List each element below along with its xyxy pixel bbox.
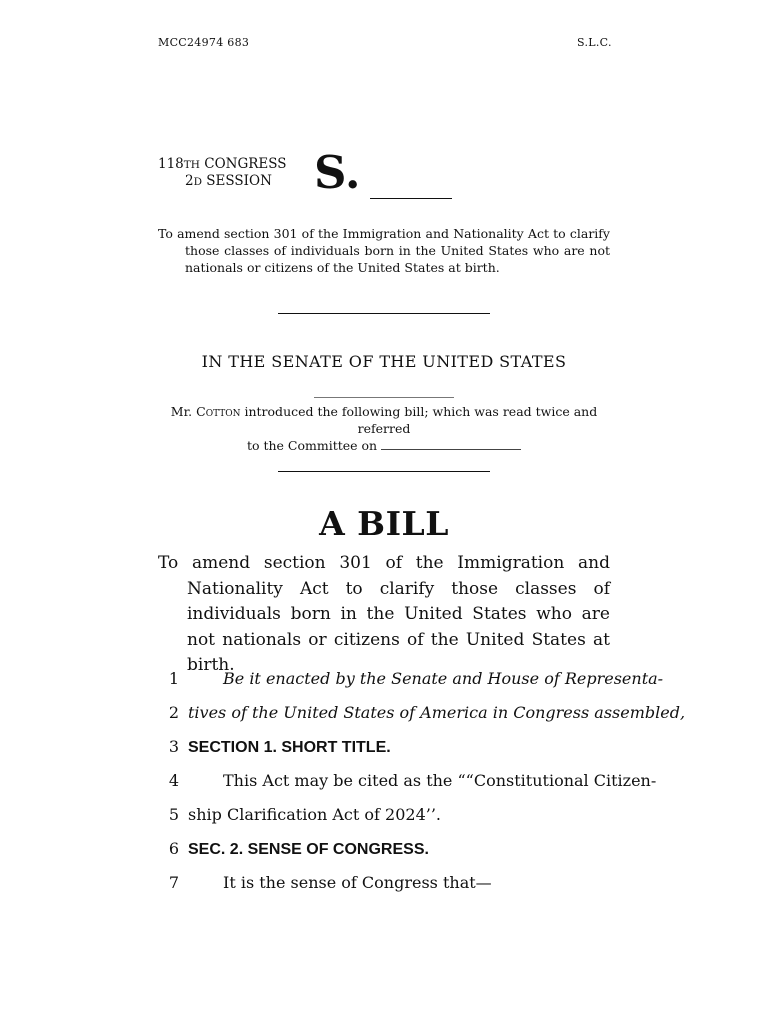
- congress-number: 118: [158, 156, 184, 172]
- a-bill-title: A BILL: [319, 504, 449, 543]
- bill-line: [0, 669, 768, 693]
- bill-number: S.: [314, 146, 361, 199]
- purpose-statement-small: To amend section 301 of the Immigration and Nationality Act to clarify those classes of individuals born in the United States who are not nationals or citizens of the United States at birth.: [158, 226, 610, 275]
- bill-line: [0, 771, 768, 795]
- committee-blank: [381, 439, 521, 450]
- line-number: 1: [168, 669, 179, 688]
- bill-line: [0, 839, 768, 863]
- section-heading: SEC. 2. SENSE OF CONGRESS.: [188, 841, 429, 858]
- bill-line: [0, 737, 768, 761]
- line-number: 6: [168, 839, 179, 858]
- introduction-statement: [158, 403, 610, 454]
- purpose-statement: To amend section 301 of the Immigration and Nationality Act to clarify those classes of individuals born in the United States who are not nationals or citizens of the United States at birth.: [158, 553, 610, 675]
- bill-number-blank: [370, 198, 452, 199]
- divider-rule: [278, 471, 490, 472]
- bill-text: This Act may be cited as the ““Constitutional Citizen-: [223, 771, 657, 790]
- bill-text: ship Clarification Act of 2024’’.: [188, 805, 442, 824]
- line-number: 7: [168, 873, 179, 892]
- slc-label: S.L.C.: [577, 36, 612, 49]
- bill-line: [0, 873, 768, 897]
- line-number: 2: [168, 703, 179, 722]
- section-heading: SECTION 1. SHORT TITLE.: [188, 739, 391, 756]
- session-line: [158, 173, 287, 190]
- congress-session-block: [158, 156, 287, 190]
- session-number: 2: [185, 173, 194, 189]
- bill-line: [0, 703, 768, 727]
- intro-title: Mr.: [170, 404, 197, 419]
- document-id: MCC24974 683: [158, 36, 250, 49]
- line-number: 5: [168, 805, 179, 824]
- congress-label: CONGRESS: [199, 156, 287, 172]
- congress-suffix: TH: [183, 159, 200, 171]
- bill-text: It is the sense of Congress that—: [223, 873, 492, 892]
- intro-committee-text: to the Committee on: [246, 438, 382, 453]
- sponsor-name: Cotton: [196, 404, 241, 419]
- enacting-clause: Be it enacted by the Senate and House of Representa-: [223, 669, 664, 688]
- divider-rule: [278, 313, 490, 314]
- session-label: SESSION: [202, 173, 272, 189]
- intro-text: introduced the following bill; which was read twice and referred: [240, 404, 598, 436]
- line-number: 3: [168, 737, 179, 756]
- line-number: 4: [168, 771, 179, 790]
- divider-thin: [314, 397, 454, 398]
- bill-line: [0, 805, 768, 829]
- senate-heading: IN THE SENATE OF THE UNITED STATES: [201, 352, 567, 371]
- session-suffix: D: [193, 176, 203, 188]
- congress-line: [158, 156, 287, 172]
- enacting-clause: tives of the United States of America in Congress assembled,: [188, 703, 686, 722]
